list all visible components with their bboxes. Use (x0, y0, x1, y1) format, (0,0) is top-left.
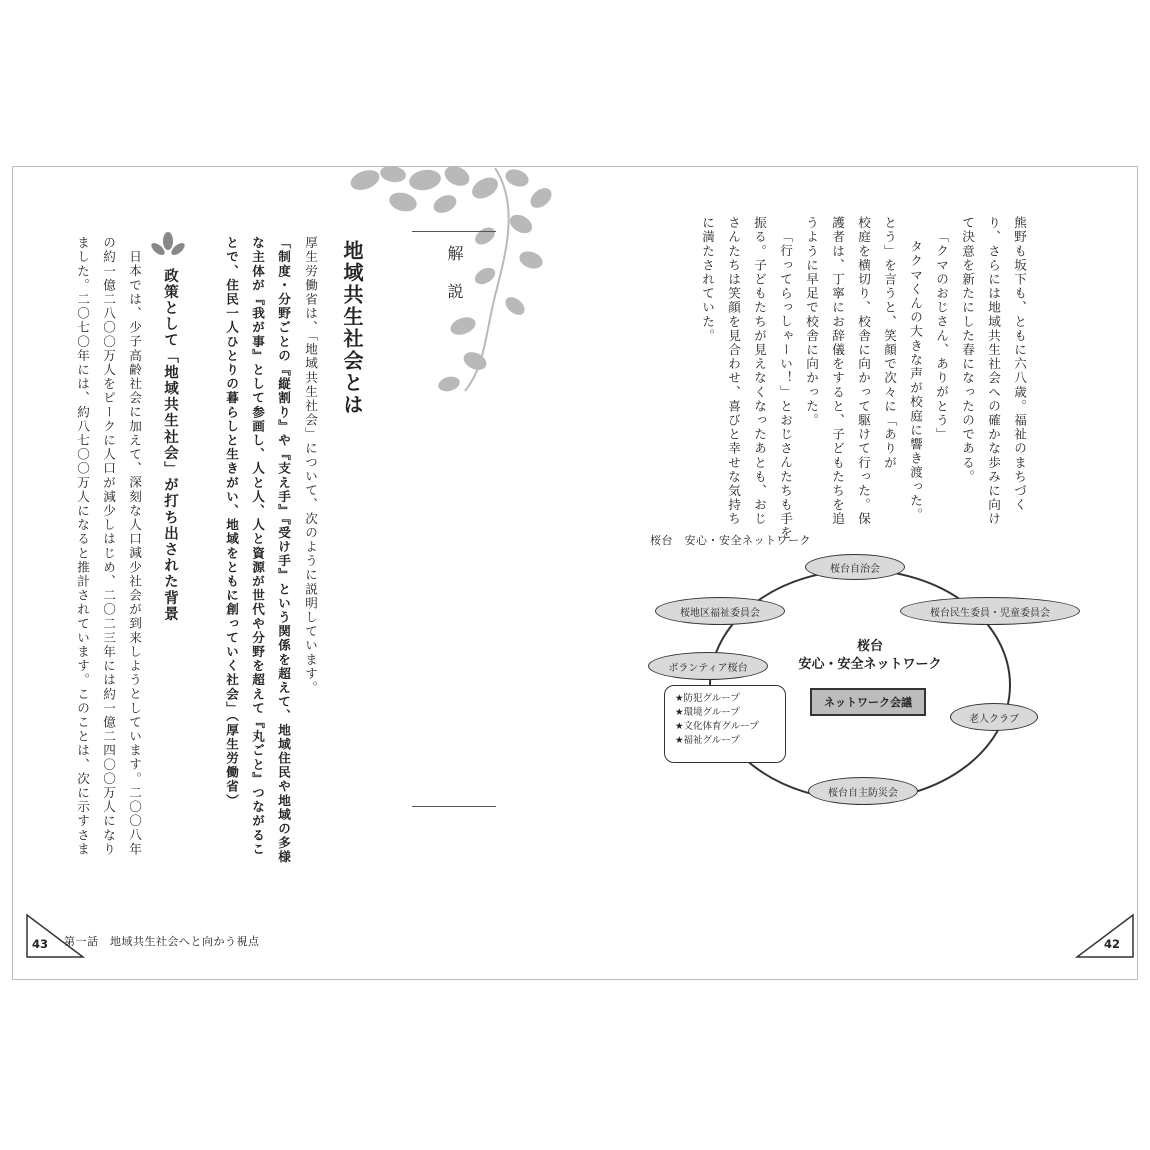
right-col-11: うように早足で校舎に向かった。 (804, 216, 819, 428)
node-rojin: 老人クラブ (950, 703, 1038, 731)
page-number-right: 42 (1104, 937, 1121, 951)
right-col-1: 熊野も坂下も、ともに六八歳。福祉のまちづく (1012, 216, 1027, 513)
diagram-center-title (780, 638, 960, 674)
right-col-2: り、さらには地域共生社会への確かな歩みに向け (986, 216, 1001, 527)
section-rule-top (412, 231, 496, 232)
section-label: 解説 (445, 245, 464, 321)
node-minsei: 桜台民生委員・児童委員会 (900, 597, 1080, 625)
right-col-10: 護者は、丁寧にお辞儀をすると、子どもたちを追 (830, 216, 845, 527)
definition-col-1: 厚生労働省は、「地域共生社会」について、次のように説明しています。 (303, 236, 318, 695)
right-col-12: 「行ってらっしゃーい！」とおじさんたちも手を (778, 230, 793, 541)
group-item: ★文化体育グループ (675, 721, 759, 732)
diagram-center-title-line2: 安心・安全ネットワーク (798, 657, 942, 672)
running-head: 第一話 地域共生社会へと向かう視点 (64, 935, 260, 948)
right-col-5: 「クマのおじさん、ありがとう」 (934, 230, 949, 442)
meeting-box: ネットワーク会議 (810, 688, 926, 716)
page-number-left: 43 (32, 937, 49, 951)
right-col-9: 校庭を横切り、校舎に向かって駆けて行った。保 (856, 216, 871, 527)
right-col-8: とう」を言うと、笑顔で次々に「ありが (882, 216, 897, 470)
node-volunteer: ボランティア桜台 (648, 652, 768, 680)
definition-col-4: とで、住民一人ひとりの暮らしと生きがい、地域をともに創っていく社会」（厚生労働省） (224, 236, 239, 808)
definition-col-2: 「制度・分野ごとの『縦割り』や『支え手』『受け手』という関係を超えて、地域住民や地域の多様 (276, 236, 291, 865)
page-heading: 地域共生社会とは (340, 240, 364, 416)
node-jichikai: 桜台自治会 (805, 554, 905, 580)
group-item: ★福祉グループ (675, 735, 740, 746)
body-col-2: の約一億二八〇〇万人をピークに人口が減少しはじめ、二〇二三年には約一億二四〇〇万人になり (101, 236, 116, 857)
page-corner-right-icon (1075, 913, 1135, 959)
section-rule-bottom (412, 806, 496, 807)
diagram-center-title-line1: 桜台 (856, 639, 883, 654)
group-item: ★防犯グループ (675, 693, 740, 704)
right-col-14: さんたちは笑顔を見合わせ、喜びと幸せな気持ち (726, 216, 741, 527)
right-col-13: 振る。子どもたちが見えなくなったあとも、おじ (752, 216, 767, 527)
subheading: 政策として「地域共生社会」が打ち出された背景 (162, 268, 178, 623)
sprout-leaf-icon (150, 232, 186, 262)
body-col-3: ました。二〇七〇年には、約八七〇〇万人になると推計されています。このことは、次に示すさま (75, 236, 90, 857)
group-item: ★環境グループ (675, 707, 740, 718)
body-col-1: 日本では、少子高齢社会に加えて、深刻な人口減少社会が到来しようとしています。二〇〇八年 (127, 250, 142, 857)
right-col-3: て決意を新たにした春になったのである。 (960, 216, 975, 484)
diagram-caption: 桜台 安心・安全ネットワーク (650, 534, 811, 547)
groups-box (664, 685, 786, 763)
definition-col-3: な主体が『我が事』として参画し、人と人、人と資源が世代や分野を超えて『丸ごと』つながるこ (250, 236, 265, 857)
node-bohan: 桜台自主防災会 (808, 777, 918, 805)
right-col-6: タクマくんの大きな声が校庭に響き渡った。 (908, 240, 923, 522)
node-fukushi: 桜地区福祉委員会 (655, 597, 785, 625)
right-col-15: に満たされていた。 (700, 216, 715, 343)
